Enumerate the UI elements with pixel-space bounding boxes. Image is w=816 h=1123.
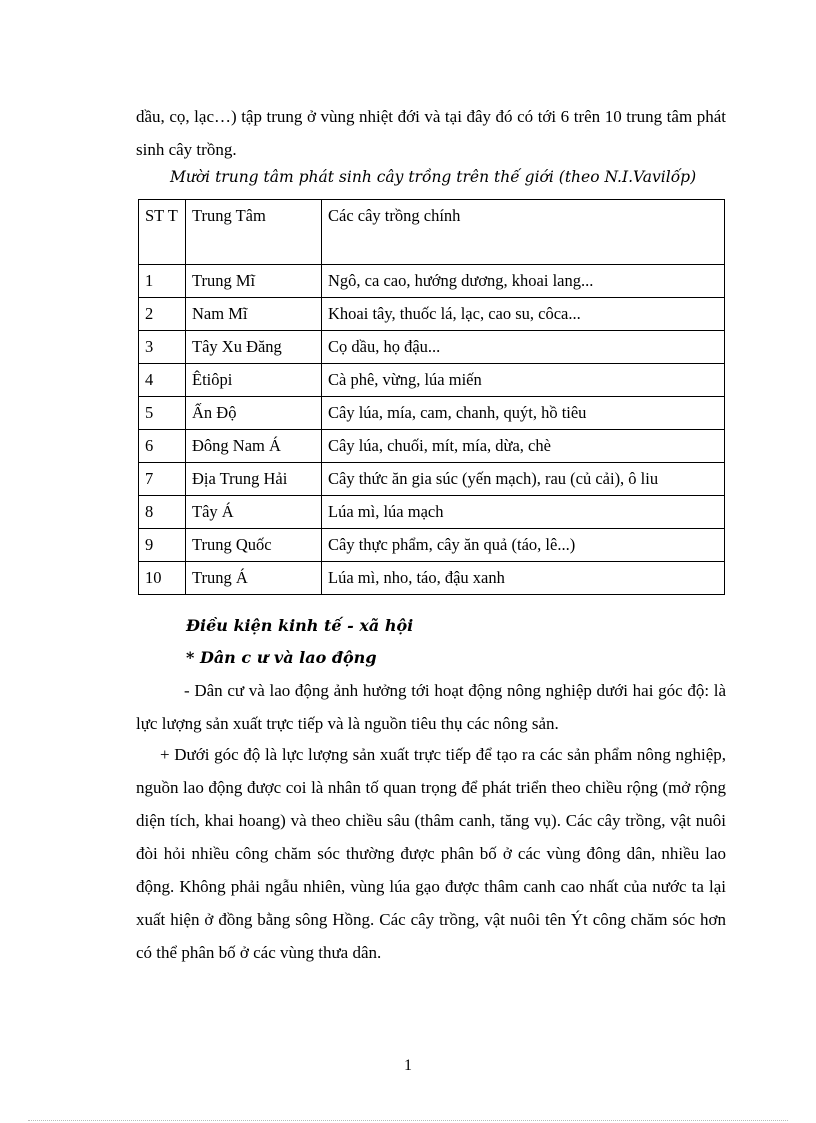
cell-stt: 2 [139, 298, 186, 331]
header-center: Trung Tâm [186, 200, 322, 265]
cell-center: Tây Xu Đăng [186, 331, 322, 364]
table-row [139, 529, 725, 562]
paragraph-population: - Dân cư và lao động ảnh hưởng tới hoạt động nông nghiệp dưới hai góc độ: là lực lượng sản xuất trực tiếp và là nguồn tiêu thụ các nông sản. [136, 681, 726, 733]
cell-crops: Cà phê, vừng, lúa miến [322, 364, 725, 397]
cell-center: Tây Á [186, 496, 322, 529]
table-caption: Mười trung tâm phát sinh cây trồng trên thế giới (theo N.I.Vavilốp) [170, 168, 697, 186]
table-row [139, 397, 725, 430]
cell-stt: 5 [139, 397, 186, 430]
table-row [139, 364, 725, 397]
cell-crops: Cây thực phẩm, cây ăn quả (táo, lê...) [322, 529, 725, 562]
intro-paragraph: dầu, cọ, lạc…) tập trung ở vùng nhiệt đới và tại đây đó có tới 6 trên 10 trung tâm phát sinh cây trồng. [136, 107, 726, 159]
header-stt: ST T [139, 200, 186, 265]
table-header-row [139, 200, 725, 265]
cell-crops: Ngô, ca cao, hướng dương, khoai lang... [322, 265, 725, 298]
page-bottom-divider [28, 1120, 788, 1121]
subsection-heading: * Dân c ư và lao động [186, 648, 377, 667]
cell-stt: 8 [139, 496, 186, 529]
crop-centers-table [138, 199, 725, 595]
cell-stt: 10 [139, 562, 186, 595]
cell-stt: 9 [139, 529, 186, 562]
cell-center: Ấn Độ [186, 397, 322, 430]
cell-center: Đông Nam Á [186, 430, 322, 463]
cell-stt: 1 [139, 265, 186, 298]
table-row [139, 298, 725, 331]
paragraph-labor: + Dưới góc độ là lực lượng sản xuất trực tiếp để tạo ra các sản phẩm nông nghiệp, nguồn lao động được coi là nhân tố quan trọng để phát triển theo chiều rộng (mở rộng diện tích, khai hoang) và theo chiều sâu (thâm canh, tăng vụ). Các cây trồng, vật nuôi đòi hỏi nhiều công chăm sóc thường được phân bố ở các vùng đông dân, nhiều lao động. Không phải ngẫu nhiên, vùng lúa gạo được thâm canh cao nhất của nước ta lại xuất hiện ở đồng bằng sông Hồng. Các cây trồng, vật nuôi tên Ýt công chăm sóc hơn có thể phân bố ở các vùng thưa dân. [136, 745, 726, 962]
cell-stt: 7 [139, 463, 186, 496]
cell-crops: Cây lúa, mía, cam, chanh, quýt, hồ tiêu [322, 397, 725, 430]
table-row [139, 562, 725, 595]
cell-stt: 3 [139, 331, 186, 364]
cell-crops: Lúa mì, nho, táo, đậu xanh [322, 562, 725, 595]
cell-center: Trung Á [186, 562, 322, 595]
cell-crops: Cọ dầu, họ đậu... [322, 331, 725, 364]
cell-center: Trung Quốc [186, 529, 322, 562]
table-row [139, 331, 725, 364]
cell-crops: Cây thức ăn gia súc (yến mạch), rau (củ cải), ô liu [322, 463, 725, 496]
table-row [139, 265, 725, 298]
cell-center: Nam Mĩ [186, 298, 322, 331]
page-number: 1 [404, 1057, 412, 1074]
table-row [139, 463, 725, 496]
cell-stt: 4 [139, 364, 186, 397]
section-heading: Điều kiện kinh tế - xã hội [186, 616, 414, 635]
cell-center: Trung Mĩ [186, 265, 322, 298]
table-row [139, 430, 725, 463]
cell-crops: Cây lúa, chuối, mít, mía, dừa, chè [322, 430, 725, 463]
table-row [139, 496, 725, 529]
cell-stt: 6 [139, 430, 186, 463]
header-crops: Các cây trồng chính [322, 200, 725, 265]
cell-center: Địa Trung Hải [186, 463, 322, 496]
cell-crops: Khoai tây, thuốc lá, lạc, cao su, côca... [322, 298, 725, 331]
cell-center: Êtiôpi [186, 364, 322, 397]
cell-crops: Lúa mì, lúa mạch [322, 496, 725, 529]
